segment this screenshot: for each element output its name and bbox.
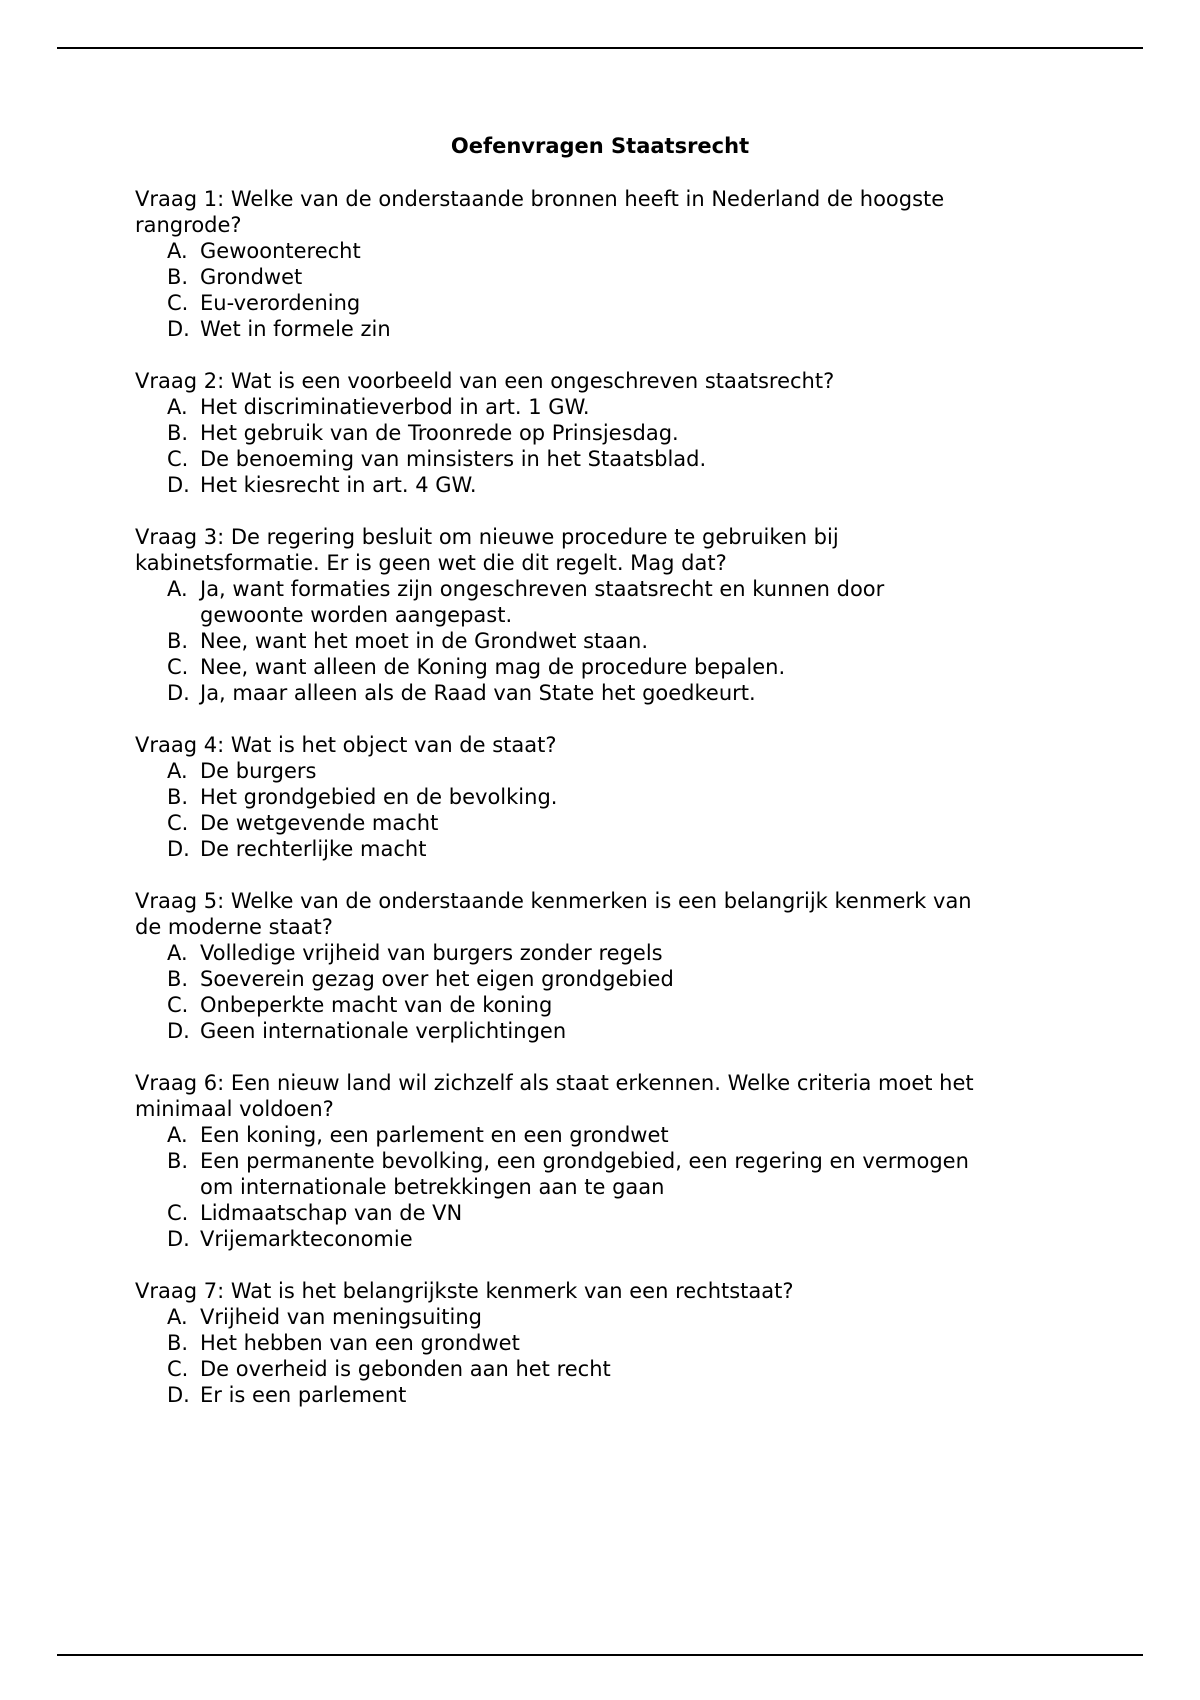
option-text: Eu-verordening bbox=[200, 291, 361, 315]
option-text: Wet in formele zin bbox=[200, 317, 391, 341]
option-text: Volledige vrijheid van burgers zonder regels bbox=[200, 941, 663, 965]
option-text: Grondwet bbox=[200, 265, 303, 289]
option bbox=[167, 1382, 980, 1408]
options-list bbox=[135, 576, 980, 706]
options-list bbox=[135, 940, 980, 1044]
option-text: Het gebruik van de Troonrede op Prinsjesdag. bbox=[200, 421, 679, 445]
option-letter: D. bbox=[167, 1227, 190, 1251]
option-text: Nee, want alleen de Koning mag de procedure bepalen. bbox=[200, 655, 786, 679]
options-list bbox=[135, 1122, 980, 1252]
option-letter: A. bbox=[167, 941, 188, 965]
options-list bbox=[135, 238, 980, 342]
option-letter: D. bbox=[167, 473, 190, 497]
option-letter: B. bbox=[167, 785, 189, 809]
option-text: Lidmaatschap van de VN bbox=[200, 1201, 463, 1225]
option-letter: D. bbox=[167, 1019, 190, 1043]
option-letter: C. bbox=[167, 993, 189, 1017]
option bbox=[167, 992, 980, 1018]
option bbox=[167, 420, 980, 446]
option bbox=[167, 810, 980, 836]
option bbox=[167, 472, 980, 498]
question-block-4 bbox=[135, 732, 980, 862]
options-list bbox=[135, 1304, 980, 1408]
option-text: Nee, want het moet in de Grondwet staan. bbox=[200, 629, 649, 653]
option-letter: A. bbox=[167, 395, 188, 419]
option bbox=[167, 1304, 980, 1330]
option-letter: D. bbox=[167, 681, 190, 705]
question-block-1 bbox=[135, 186, 980, 342]
option-text: Gewoonterecht bbox=[200, 239, 361, 263]
option-text: Het grondgebied en de bevolking. bbox=[200, 785, 558, 809]
option-text: De wetgevende macht bbox=[200, 811, 439, 835]
option-letter: C. bbox=[167, 447, 189, 471]
option bbox=[167, 940, 980, 966]
option bbox=[167, 654, 980, 680]
question-block-5 bbox=[135, 888, 980, 1044]
option bbox=[167, 1356, 980, 1382]
option bbox=[167, 1226, 980, 1252]
option bbox=[167, 1122, 980, 1148]
question-block-3 bbox=[135, 524, 980, 706]
option-text: Soeverein gezag over het eigen grondgebied bbox=[200, 967, 674, 991]
option-letter: B. bbox=[167, 1331, 189, 1355]
option bbox=[167, 1018, 980, 1044]
option bbox=[167, 966, 980, 992]
option-letter: B. bbox=[167, 967, 189, 991]
option-letter: A. bbox=[167, 239, 188, 263]
options-list bbox=[135, 394, 980, 498]
option-text: Geen internationale verplichtingen bbox=[200, 1019, 567, 1043]
option-letter: A. bbox=[167, 1305, 188, 1329]
question-text: Vraag 1: Welke van de onderstaande bronnen heeft in Nederland de hoogste rangrode? bbox=[135, 187, 945, 237]
option-letter: D. bbox=[167, 1383, 190, 1407]
option-text: De burgers bbox=[200, 759, 317, 783]
option-text: Vrijemarkteconomie bbox=[200, 1227, 413, 1251]
option-text: De overheid is gebonden aan het recht bbox=[200, 1357, 611, 1381]
option-text: Er is een parlement bbox=[200, 1383, 407, 1407]
option-letter: C. bbox=[167, 811, 189, 835]
option-letter: B. bbox=[167, 1149, 189, 1173]
option bbox=[167, 1330, 980, 1356]
option-letter: B. bbox=[167, 265, 189, 289]
option-text: Een permanente bevolking, een grondgebied, een regering en vermogen om internationale betrekkingen aan te gaan bbox=[200, 1149, 969, 1199]
option-letter: B. bbox=[167, 629, 189, 653]
option bbox=[167, 784, 980, 810]
option bbox=[167, 290, 980, 316]
option-letter: C. bbox=[167, 655, 189, 679]
question-block-2 bbox=[135, 368, 980, 498]
option bbox=[167, 576, 980, 628]
option-text: Het hebben van een grondwet bbox=[200, 1331, 520, 1355]
option-letter: D. bbox=[167, 317, 190, 341]
option-letter: A. bbox=[167, 577, 188, 601]
options-list bbox=[135, 758, 980, 862]
option bbox=[167, 394, 980, 420]
option-text: Ja, want formaties zijn ongeschreven staatsrecht en kunnen door gewoonte worden aangepast. bbox=[200, 577, 885, 627]
question-text: Vraag 4: Wat is het object van de staat? bbox=[135, 733, 557, 757]
option bbox=[167, 836, 980, 862]
option bbox=[167, 680, 980, 706]
option-text: Het kiesrecht in art. 4 GW. bbox=[200, 473, 477, 497]
question-text: Vraag 2: Wat is een voorbeeld van een ongeschreven staatsrecht? bbox=[135, 369, 835, 393]
bottom-rule bbox=[57, 1654, 1143, 1656]
option bbox=[167, 238, 980, 264]
option-letter: A. bbox=[167, 759, 188, 783]
option bbox=[167, 446, 980, 472]
question-block-7 bbox=[135, 1278, 980, 1408]
option-letter: B. bbox=[167, 421, 189, 445]
option bbox=[167, 264, 980, 290]
option-text: Het discriminatieverbod in art. 1 GW. bbox=[200, 395, 590, 419]
option bbox=[167, 758, 980, 784]
question-text: Vraag 5: Welke van de onderstaande kenmerken is een belangrijk kenmerk van de moderne staat? bbox=[135, 889, 972, 939]
option-letter: D. bbox=[167, 837, 190, 861]
option bbox=[167, 628, 980, 654]
option bbox=[167, 316, 980, 342]
question-text: Vraag 3: De regering besluit om nieuwe procedure te gebruiken bij kabinetsformatie. Er is geen wet die dit regelt. Mag dat? bbox=[135, 525, 839, 575]
questions-container bbox=[135, 186, 980, 1434]
option-letter: C. bbox=[167, 1357, 189, 1381]
option-text: De benoeming van minsisters in het Staatsblad. bbox=[200, 447, 707, 471]
option bbox=[167, 1200, 980, 1226]
option-text: Onbeperkte macht van de koning bbox=[200, 993, 553, 1017]
top-rule bbox=[57, 47, 1143, 49]
question-text: Vraag 7: Wat is het belangrijkste kenmerk van een rechtstaat? bbox=[135, 1279, 794, 1303]
option-text: De rechterlijke macht bbox=[200, 837, 427, 861]
option-text: Ja, maar alleen als de Raad van State het goedkeurt. bbox=[200, 681, 756, 705]
option bbox=[167, 1148, 980, 1200]
question-text: Vraag 6: Een nieuw land wil zichzelf als staat erkennen. Welke criteria moet het minimaal voldoen? bbox=[135, 1071, 974, 1121]
option-letter: C. bbox=[167, 291, 189, 315]
option-letter: A. bbox=[167, 1123, 188, 1147]
question-block-6 bbox=[135, 1070, 980, 1252]
page-title: Oefenvragen Staatsrecht bbox=[450, 134, 750, 158]
option-letter: C. bbox=[167, 1201, 189, 1225]
option-text: Vrijheid van meningsuiting bbox=[200, 1305, 482, 1329]
option-text: Een koning, een parlement en een grondwet bbox=[200, 1123, 669, 1147]
